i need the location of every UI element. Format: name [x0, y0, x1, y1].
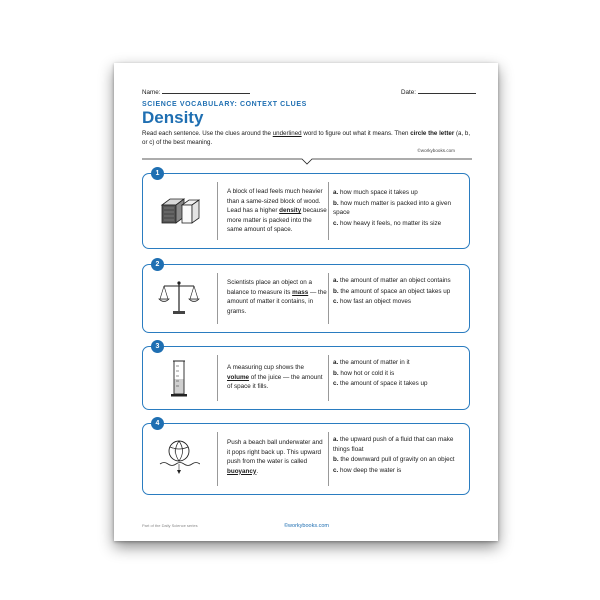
sentence-before: Push a beach ball underwater and it pops right back up. This upward push from the water is called: [227, 439, 323, 465]
vocab-word: mass: [292, 288, 309, 296]
instructions: [142, 130, 472, 147]
card-divider: [328, 432, 329, 486]
card-divider: [217, 355, 218, 401]
date-blank[interactable]: [418, 87, 476, 94]
question-card-4: [142, 420, 470, 495]
option-b[interactable]: [333, 287, 463, 297]
name-blank[interactable]: [162, 87, 250, 94]
name-field[interactable]: [142, 87, 250, 96]
worksheet-title: Density: [142, 108, 204, 127]
option-letter: b.: [333, 199, 339, 207]
option-a[interactable]: [333, 276, 463, 286]
block-icon: [158, 191, 200, 233]
option-letter: a.: [333, 277, 339, 284]
instructions-part1: Read each sentence. Use the clues around the: [142, 130, 273, 137]
option-text: how heavy it feels, no matter its size: [338, 219, 442, 227]
card-divider: [328, 355, 329, 401]
question-number-badge: 1: [151, 167, 164, 180]
sentence-before: A block of lead feels much heavier than a same-sized block of wood. Lead has a higher: [227, 188, 323, 214]
balance-scale-icon: [158, 277, 200, 319]
name-label: Name:: [142, 89, 161, 96]
question-card-1: [142, 170, 470, 249]
instructions-bold: circle the letter: [410, 130, 455, 137]
worksheet-page: [114, 63, 498, 541]
answer-options: [333, 276, 463, 308]
card-divider: [217, 432, 218, 486]
card-divider: [217, 273, 218, 324]
option-letter: c.: [333, 466, 339, 474]
question-card-3: [142, 343, 470, 410]
card-divider: [217, 182, 218, 240]
answer-options: [333, 435, 463, 476]
option-b[interactable]: [333, 455, 463, 465]
option-text: how deep the water is: [338, 466, 402, 474]
sentence: [227, 363, 327, 392]
instructions-part3: (a, b, or c) of the best meaning.: [142, 130, 471, 146]
sentence: [227, 187, 327, 235]
option-letter: b.: [333, 456, 339, 463]
date-field[interactable]: [401, 87, 476, 96]
sentence-after: of the juice — the amount of space it fills.: [227, 373, 323, 390]
option-letter: c.: [333, 219, 339, 227]
option-b[interactable]: [333, 369, 463, 379]
credit-top: ©workybooks.com: [417, 148, 455, 153]
section-divider: [142, 157, 472, 165]
question-number-badge: 4: [151, 417, 164, 430]
option-c[interactable]: [333, 379, 463, 389]
sentence-after: because more matter is packed into the same amount of space.: [227, 207, 327, 233]
option-letter: c.: [333, 298, 339, 305]
question-number-badge: 2: [151, 258, 164, 271]
sentence-before: A measuring cup shows the: [227, 364, 305, 371]
question-number-badge: 3: [151, 340, 164, 353]
sentence: [227, 278, 327, 316]
worksheet-subtitle: SCIENCE VOCABULARY: CONTEXT CLUES: [142, 101, 307, 108]
option-text: how much space it takes up: [338, 189, 418, 196]
option-text: how much matter is packed into a given space: [333, 199, 451, 216]
option-c[interactable]: [333, 466, 463, 476]
vocab-word: density: [279, 207, 302, 214]
option-a[interactable]: [333, 188, 463, 198]
date-label: Date:: [401, 89, 417, 96]
card-divider: [328, 182, 329, 240]
option-a[interactable]: [333, 358, 463, 368]
vocab-word: buoyancy: [227, 467, 257, 475]
option-text: the amount of space it takes up: [338, 380, 428, 387]
measuring-cylinder-icon: [158, 357, 200, 399]
beach-ball-icon: [158, 436, 200, 478]
option-text: the downward pull of gravity on an object: [338, 456, 455, 463]
footer-series-note: Part of the Daily Science series: [142, 523, 198, 528]
card-divider: [328, 273, 329, 324]
option-letter: b.: [333, 287, 339, 295]
option-text: the upward push of a fluid that can make things float: [333, 436, 454, 453]
instructions-part2: word to figure out what it means. Then: [301, 130, 411, 137]
option-text: how hot or cold it is: [338, 369, 395, 377]
sentence-before: Scientists place an object on a balance to measure its: [227, 279, 313, 296]
instructions-underlined: underlined: [272, 130, 302, 137]
option-text: the amount of matter an object contains: [338, 277, 451, 284]
vocab-word: volume: [227, 373, 250, 381]
option-b[interactable]: [333, 199, 463, 218]
option-text: the amount of matter in it: [338, 359, 410, 366]
option-a[interactable]: [333, 435, 463, 454]
option-letter: b.: [333, 369, 339, 377]
answer-options: [333, 358, 463, 390]
sentence: [227, 438, 327, 476]
option-letter: a.: [333, 436, 339, 443]
answer-options: [333, 188, 463, 229]
option-text: how fast an object moves: [338, 298, 412, 305]
option-letter: a.: [333, 359, 339, 366]
sentence-after: .: [256, 467, 259, 475]
option-c[interactable]: [333, 297, 463, 307]
option-c[interactable]: [333, 219, 463, 229]
sentence-after: — the amount of matter it contains, in grams.: [227, 288, 327, 315]
question-card-2: [142, 261, 470, 333]
option-letter: c.: [333, 380, 339, 387]
footer-website[interactable]: ©workybooks.com: [284, 523, 330, 529]
option-letter: a.: [333, 189, 339, 196]
option-text: the amount of space an object takes up: [338, 287, 451, 295]
